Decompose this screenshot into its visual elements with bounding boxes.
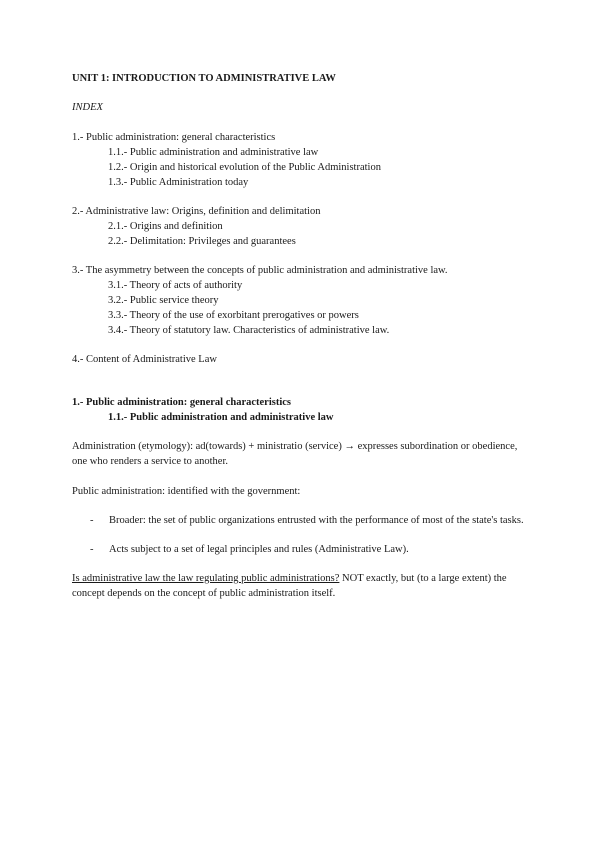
question-underlined: Is administrative law the law regulating public administrations? [72, 573, 340, 584]
index-subitem-2-1: 2.1.- Origins and definition [108, 221, 223, 232]
index-item-2: 2.- Administrative law: Origins, definition and delimitation [72, 206, 321, 217]
index-subitem-1-1: 1.1.- Public administration and administrative law [108, 147, 319, 158]
index-item-4: 4.- Content of Administrative Law [72, 354, 217, 365]
question-paragraph [72, 571, 532, 601]
index-subitem-3-3: 3.3.- Theory of the use of exorbitant prerogatives or powers [108, 310, 359, 321]
public-admin-paragraph: Public administration: identified with the government: [72, 486, 301, 497]
section-heading: 1.- Public administration: general characteristics [72, 397, 292, 408]
index-label: INDEX [72, 102, 103, 113]
index-item-1: 1.- Public administration: general characteristics [72, 132, 276, 143]
bullet-item-2: Acts subject to a set of legal principles and rules (Administrative Law). [109, 544, 409, 555]
index-subitem-2-2: 2.2.- Delimitation: Privileges and guarantees [108, 236, 296, 247]
index-subitem-3-1: 3.1.- Theory of acts of authority [108, 280, 243, 291]
index-item-3: 3.- The asymmetry between the concepts of public administration and administrative law. [72, 265, 448, 276]
question-answer: NOT exactly, but (to a large extent) the concept depends on the concept of public administration itself. [72, 573, 507, 599]
bullet-item-1: Broader: the set of public organizations entrusted with the performance of most of the state's tasks. [109, 515, 524, 526]
etymology-paragraph: Administration (etymology): ad(towards) + ministratio (service) → expresses subordination or obedience, one who renders a service to another. [72, 441, 518, 467]
document-title: UNIT 1: INTRODUCTION TO ADMINISTRATIVE LAW [72, 73, 336, 84]
index-subitem-1-3: 1.3.- Public Administration today [108, 177, 249, 188]
index-subitem-3-4: 3.4.- Theory of statutory law. Characteristics of administrative law. [108, 325, 390, 336]
bullet-dash-2: - [90, 544, 94, 555]
subsection-heading: 1.1.- Public administration and administrative law [108, 412, 334, 423]
bullet-dash-1: - [90, 515, 94, 526]
index-subitem-3-2: 3.2.- Public service theory [108, 295, 219, 306]
index-subitem-1-2: 1.2.- Origin and historical evolution of the Public Administration [108, 162, 381, 173]
